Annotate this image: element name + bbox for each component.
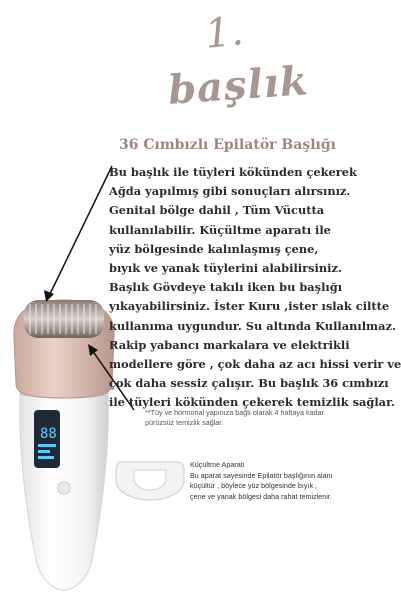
description-line: çok daha sessiz çalışır. Bu başlık 36 cımbızı (109, 376, 389, 391)
attachment-line: Bu aparat sayesinde Epilatör başlığının alanı (190, 470, 333, 480)
description-line: yıkayabilirsiniz. İster Kuru ,ister ıslak ciltte (109, 299, 390, 314)
pointer-arrow-head (44, 166, 112, 302)
footnote-line: **Tüy ve hormonal yapınıza bağlı olarak 4 haftaya kadar (145, 408, 324, 417)
display-panel (34, 410, 60, 468)
product-heading: 36 Cımbızlı Epilatör Başlığı (119, 137, 336, 153)
reduction-attachment (116, 462, 184, 500)
svg-text:88: 88 (40, 426, 57, 442)
attachment-line: küçültür , böylece yüz bölgesinde bıyık , (190, 481, 318, 490)
power-button (58, 482, 70, 494)
epilator-head (14, 300, 114, 398)
description-line: kullanılabilir. Küçültme aparatı ile (109, 222, 331, 237)
attachment-title: Küçültme Aparatı (190, 460, 245, 469)
description-line: yüz bölgesinde kalınlaşmış çene, (109, 241, 319, 256)
description-line: Başlık Gövdeye takılı iken bu başlığı (109, 280, 343, 295)
footnote-line: pürüzsüz temizlik sağlar. (145, 418, 224, 427)
page-title: başlık (166, 57, 310, 114)
description-line: Ağda yapılmış gibi sonuçları alırsınız. (109, 184, 351, 199)
footnote (145, 408, 324, 428)
description-line: Genital bölge dahil , Tüm Vücutta (109, 203, 325, 218)
description-line: bıyık ve yanak tüylerini alabilirsiniz. (109, 261, 342, 276)
section-number: 1. (202, 8, 246, 58)
attachment-line: çene ve yanak bölgesi daha rahat temizlenir. (190, 491, 332, 501)
attachment-caption (190, 460, 333, 502)
description-line: Bu başlık ile tüyleri kökünden çekerek (109, 165, 357, 179)
description-line: ile tüyleri kökünden çekerek temizlik sağlar. (109, 395, 395, 410)
description-line: kullanıma uygundur. Su altında Kullanılmaz. (109, 318, 396, 333)
description-paragraph (109, 163, 399, 413)
description-line: Rakip yabancı markalara ve elektrikli (109, 337, 350, 352)
description-line: modellere göre , çok daha az acı hissi verir ve (109, 357, 401, 372)
